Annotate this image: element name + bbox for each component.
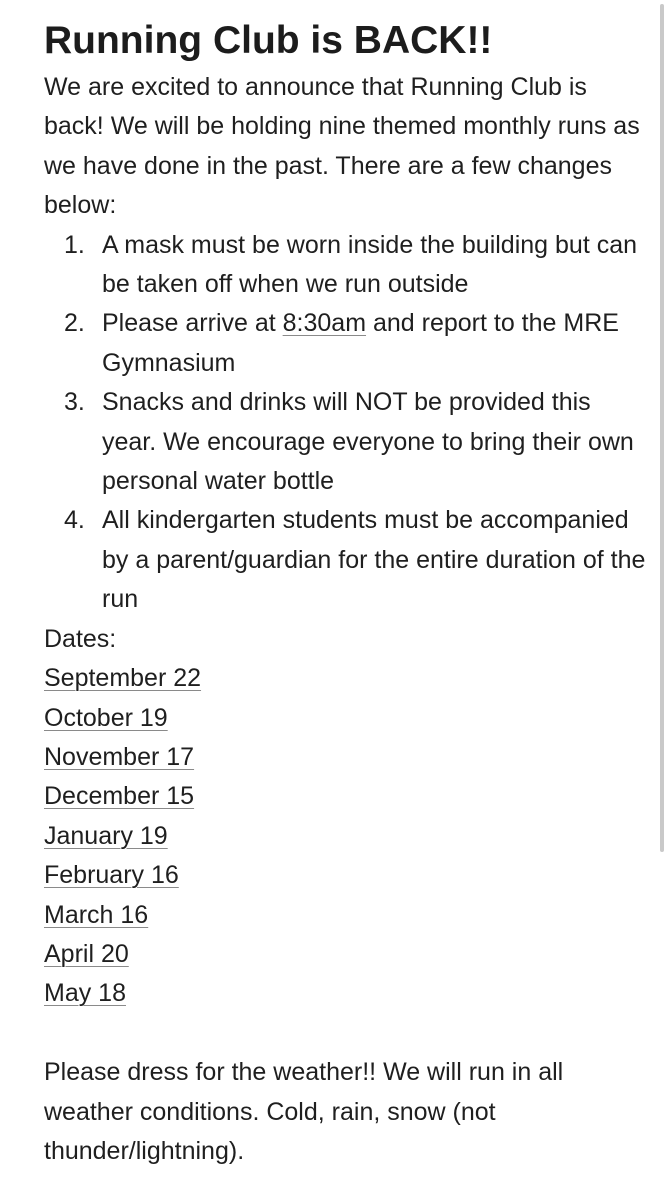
dates-label: Dates: bbox=[44, 624, 117, 653]
note-body bbox=[44, 14, 649, 1171]
date-link-january[interactable]: January 19 bbox=[44, 821, 168, 850]
note-title: Running Club is BACK!! bbox=[44, 19, 493, 62]
intro-paragraph: We are excited to announce that Running Club is back! We will be holding nine themed monthly runs as we have done in the past. There are a few changes below: bbox=[44, 73, 640, 220]
change-text: A mask must be worn inside the building but can be taken off when we run outside bbox=[102, 230, 638, 299]
arrival-time-link[interactable]: 8:30am bbox=[282, 309, 367, 338]
change-text: Snacks and drinks will NOT be provided this year. We encourage everyone to bring their own personal water bottle bbox=[102, 388, 634, 496]
change-text-pre: Please arrive at bbox=[102, 309, 283, 338]
change-number: 1. bbox=[64, 230, 85, 259]
date-link-may[interactable]: May 18 bbox=[44, 979, 126, 1008]
date-link-april[interactable]: April 20 bbox=[44, 939, 129, 968]
footer-paragraph: Please dress for the weather!! We will run in all weather conditions. Cold, rain, snow (not thunder/lightning). bbox=[44, 1058, 564, 1165]
change-item bbox=[44, 226, 649, 305]
date-link-september[interactable]: September 22 bbox=[44, 664, 202, 693]
change-text: All kindergarten students must be accompanied by a parent/guardian for the entire duration of the run bbox=[102, 506, 646, 614]
date-link-december[interactable]: December 15 bbox=[44, 782, 195, 811]
change-item bbox=[44, 304, 649, 383]
blank-line bbox=[44, 1014, 649, 1053]
date-link-october[interactable]: October 19 bbox=[44, 703, 168, 732]
change-text-post: and report to the MRE Gymnasium bbox=[102, 309, 619, 377]
change-number: 3. bbox=[64, 388, 85, 417]
changes-list bbox=[44, 226, 649, 620]
date-link-march[interactable]: March 16 bbox=[44, 900, 149, 929]
date-link-november[interactable]: November 17 bbox=[44, 742, 195, 771]
date-link-february[interactable]: February 16 bbox=[44, 861, 179, 890]
dates-list bbox=[44, 659, 649, 1014]
change-item bbox=[44, 501, 649, 619]
change-number: 4. bbox=[64, 506, 85, 535]
scrollbar-thumb[interactable] bbox=[660, 4, 664, 852]
change-item bbox=[44, 383, 649, 501]
change-number: 2. bbox=[64, 309, 85, 338]
